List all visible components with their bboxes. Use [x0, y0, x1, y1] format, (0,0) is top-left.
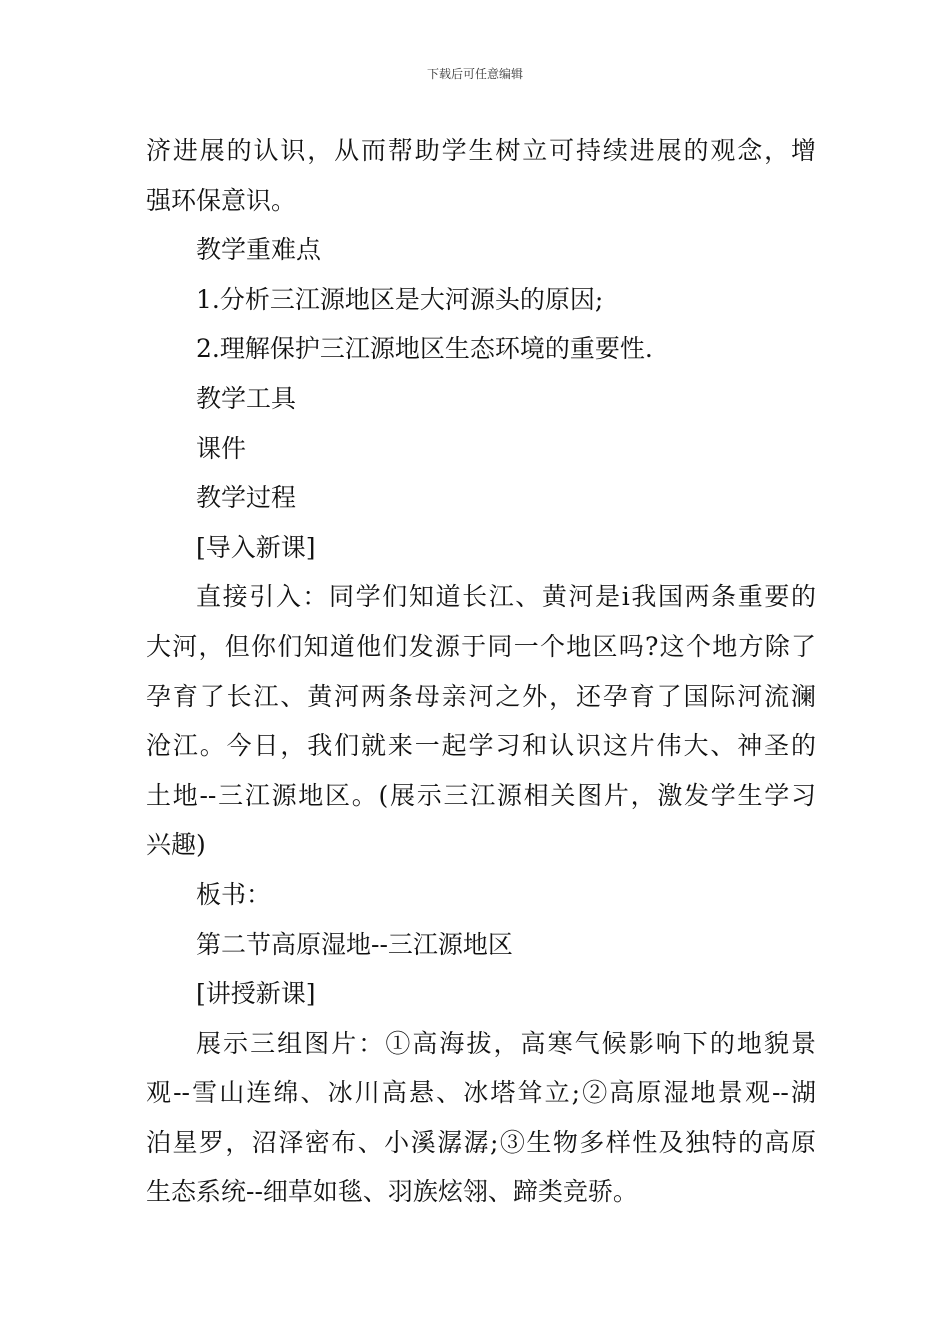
text-line: 沧江。今日，我们就来一起学习和认识这片伟大、神圣的	[146, 731, 816, 761]
text-line: 泊星罗，沼泽密布、小溪潺潺;③生物多样性及独特的高原	[146, 1127, 816, 1157]
text-line: 济进展的认识，从而帮助学生树立可持续进展的观念，增	[146, 136, 816, 165]
document-body	[146, 126, 816, 1217]
text-line: 课件	[196, 433, 247, 463]
text-line: 板书：	[196, 879, 272, 909]
text-line: 展示三组图片：①高海拔，高寒气候影响下的地貌景	[196, 1028, 816, 1058]
list-item: 2.理解保护三江源地区生态环境的重要性.	[196, 334, 653, 364]
subsection-heading: [讲授新课]	[196, 979, 316, 1009]
text-line: 生态系统--细草如毯、羽族炫翎、蹄类竞骄。	[146, 1177, 638, 1207]
section-heading: 教学重难点	[196, 235, 322, 265]
text-line: 直接引入：同学们知道长江、黄河是i我国两条重要的	[196, 582, 816, 612]
section-heading: 教学过程	[196, 483, 297, 513]
section-heading: 教学工具	[196, 383, 297, 413]
text-line: 观--雪山连绵、冰川高悬、冰塔耸立;②高原湿地景观--湖	[146, 1078, 816, 1108]
text-line: 大河，但你们知道他们发源于同一个地区吗?这个地方除了	[146, 631, 816, 661]
text-line: 强环保意识。	[146, 185, 297, 215]
text-line: 土地--三江源地区。(展示三江源相关图片，激发学生学习	[146, 780, 816, 810]
list-item: 1.分析三江源地区是大河源头的原因;	[196, 284, 604, 314]
subsection-heading: [导入新课]	[196, 532, 316, 562]
text-line: 孕育了长江、黄河两条母亲河之外，还孕育了国际河流澜	[146, 681, 816, 711]
page-header: 下载后可任意编辑	[426, 67, 523, 81]
text-line: 第二节高原湿地--三江源地区	[196, 929, 513, 959]
text-line: 兴趣)	[146, 830, 206, 860]
